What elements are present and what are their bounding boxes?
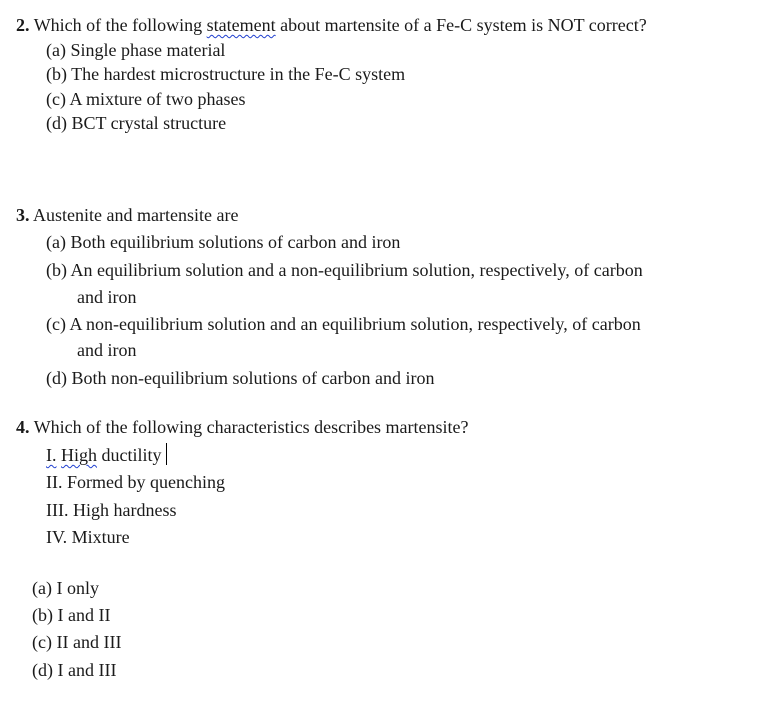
- q3-option-c: (c) A non-equilibrium solution and an equilibrium solution, respectively, of carbon: [46, 314, 641, 334]
- q2-prompt-start: Which of the following: [33, 15, 203, 35]
- q3-option-a: (a) Both equilibrium solutions of carbon and iron: [46, 232, 401, 252]
- q2-option-d: (d) BCT crystal structure: [46, 113, 227, 133]
- q4-spellcheck-flag[interactable]: High: [61, 445, 97, 465]
- q3-option-b: (b) An equilibrium solution and a non-equilibrium solution, respectively, of carbon: [46, 260, 643, 280]
- q2-number: 2.: [16, 15, 30, 35]
- q3-option-d: (d) Both non-equilibrium solutions of carbon and iron: [46, 368, 435, 388]
- q4-statement-iv: IV. Mixture: [46, 527, 130, 547]
- q4-statement-i-rest: ductility: [101, 445, 162, 465]
- q4-option-c: (c) II and III: [32, 632, 122, 652]
- q4-option-a: (a) I only: [32, 578, 99, 598]
- q3-prompt: [16, 204, 238, 226]
- q2-option-c: (c) A mixture of two phases: [46, 89, 246, 109]
- q4-statement-ii: II. Formed by quenching: [46, 472, 225, 492]
- q2-spellcheck-flag[interactable]: statement: [206, 15, 276, 35]
- q3-option-b-continued: and iron: [77, 287, 137, 307]
- text-cursor: [166, 443, 167, 465]
- q4-prompt-text: Which of the following characteristics describes martensite?: [33, 417, 469, 437]
- q3-prompt-text: Austenite and martensite are: [33, 205, 239, 225]
- q4-option-d: (d) I and III: [32, 660, 117, 680]
- q3-number: 3.: [16, 205, 30, 225]
- q2-option-a: (a) Single phase material: [46, 40, 226, 60]
- q2-prompt-end: about martensite of a Fe-C system is NOT correct?: [280, 15, 647, 35]
- q3-option-c-continued: and iron: [77, 340, 137, 360]
- q4-statement-iii: III. High hardness: [46, 500, 177, 520]
- q4-prompt: [16, 416, 469, 438]
- q4-option-b: (b) I and II: [32, 605, 111, 625]
- q2-prompt: [16, 14, 647, 36]
- q2-option-b: (b) The hardest microstructure in the Fe-C system: [46, 64, 406, 84]
- q4-statement-i: [46, 443, 167, 466]
- q4-number: 4.: [16, 417, 30, 437]
- q4-statement-i-prefix[interactable]: I.: [46, 445, 57, 465]
